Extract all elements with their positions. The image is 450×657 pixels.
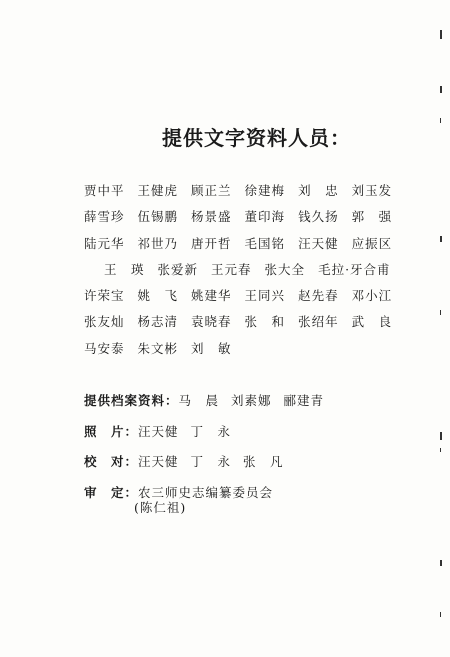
contributor-name: 王同兴 <box>244 288 286 304</box>
contributor-name: 许荣宝 <box>84 288 125 304</box>
credit-name: 马 晨 <box>178 393 220 408</box>
name-row <box>84 231 414 257</box>
contributor-name: 张爱新 <box>157 261 199 277</box>
scan-artifact-mark <box>440 310 441 315</box>
contributor-name: 袁晓春 <box>191 314 232 330</box>
credit-row-proofreading <box>84 447 324 478</box>
contributor-name: 王元春 <box>211 261 252 277</box>
contributor-name: 刘玉发 <box>351 183 393 198</box>
name-row <box>84 178 414 204</box>
credit-label: 照 片： <box>84 423 139 439</box>
contributor-name: 张 和 <box>244 314 286 330</box>
credit-label: 提供档案资料： <box>84 393 179 408</box>
scan-artifact-mark <box>440 118 441 123</box>
contributor-name: 杨景盛 <box>191 209 232 225</box>
contributor-name: 伍锡鹏 <box>137 209 179 225</box>
credits-section <box>84 386 324 508</box>
credit-name: 刘素娜 <box>231 393 272 408</box>
contributor-name: 徐建梅 <box>244 183 286 198</box>
contributor-name: 应振区 <box>351 235 393 251</box>
name-row <box>84 204 414 230</box>
credit-name: 汪天健 <box>138 423 179 439</box>
contributor-name: 顾正兰 <box>191 183 232 198</box>
review-chair: (陈仁祖) <box>134 500 187 515</box>
contributor-name: 张友灿 <box>84 314 125 330</box>
credit-names <box>138 424 231 439</box>
name-row <box>84 257 414 283</box>
scan-artifact-mark <box>440 236 442 242</box>
credit-name: 农三师史志编纂委员会 <box>138 484 274 500</box>
page-heading: 提供文字资料人员： <box>162 126 351 150</box>
contributor-name: 董印海 <box>244 209 286 225</box>
contributor-name: 姚建华 <box>191 288 232 304</box>
credit-row-photos <box>84 417 324 448</box>
contributor-name-list <box>84 178 414 362</box>
contributor-name: 杨志清 <box>137 314 179 330</box>
contributor-name: 刘 敏 <box>191 340 232 356</box>
contributor-name: 郭 强 <box>351 209 393 225</box>
contributor-name: 张绍年 <box>298 314 339 330</box>
contributor-name: 邓小江 <box>351 288 393 304</box>
scan-artifact-mark <box>440 448 441 452</box>
credit-name: 丁 永 <box>190 423 232 439</box>
contributor-name: 贾中平 <box>84 183 125 198</box>
credit-names <box>179 393 325 408</box>
contributor-name: 张大全 <box>264 261 306 277</box>
contributor-name: 薛雪珍 <box>84 209 125 225</box>
credit-names <box>138 454 284 469</box>
credit-row-review <box>84 478 324 509</box>
contributor-name: 刘 忠 <box>298 183 339 198</box>
name-row <box>84 336 414 362</box>
credit-name: 汪天健 <box>138 454 179 469</box>
credit-label: 校 对： <box>84 454 139 469</box>
name-row <box>84 309 414 335</box>
contributor-name: 马安泰 <box>84 340 125 356</box>
credit-name: 丁 永 <box>190 454 232 469</box>
contributor-name: 赵先春 <box>298 288 339 304</box>
scan-artifact-mark <box>440 30 442 39</box>
contributor-name: 祁世乃 <box>137 235 179 251</box>
contributor-name: 王健虎 <box>137 183 179 198</box>
contributor-name: 武 良 <box>351 314 393 330</box>
contributor-name: 钱久扬 <box>298 209 339 225</box>
credit-label: 审 定： <box>84 484 139 500</box>
scan-artifact-mark <box>440 612 441 617</box>
contributor-name: 王 瑛 <box>104 261 145 277</box>
contributor-name: 毛国铭 <box>244 235 286 251</box>
contributor-name: 姚 飞 <box>137 288 179 304</box>
contributor-name: 朱文彬 <box>137 340 179 356</box>
scan-artifact-mark <box>440 432 442 440</box>
name-row <box>84 283 414 309</box>
scan-artifact-mark <box>440 560 442 566</box>
scan-artifact-mark <box>440 86 442 93</box>
credit-row-archives <box>84 386 324 417</box>
contributor-name: 毛拉·牙合甫 <box>318 261 391 277</box>
contributor-name: 唐开哲 <box>191 235 232 251</box>
contributor-name: 汪天健 <box>298 235 339 251</box>
credit-name: 张 凡 <box>243 454 284 469</box>
contributor-name: 陆元华 <box>84 235 125 251</box>
credit-name: 郦建青 <box>283 393 325 408</box>
